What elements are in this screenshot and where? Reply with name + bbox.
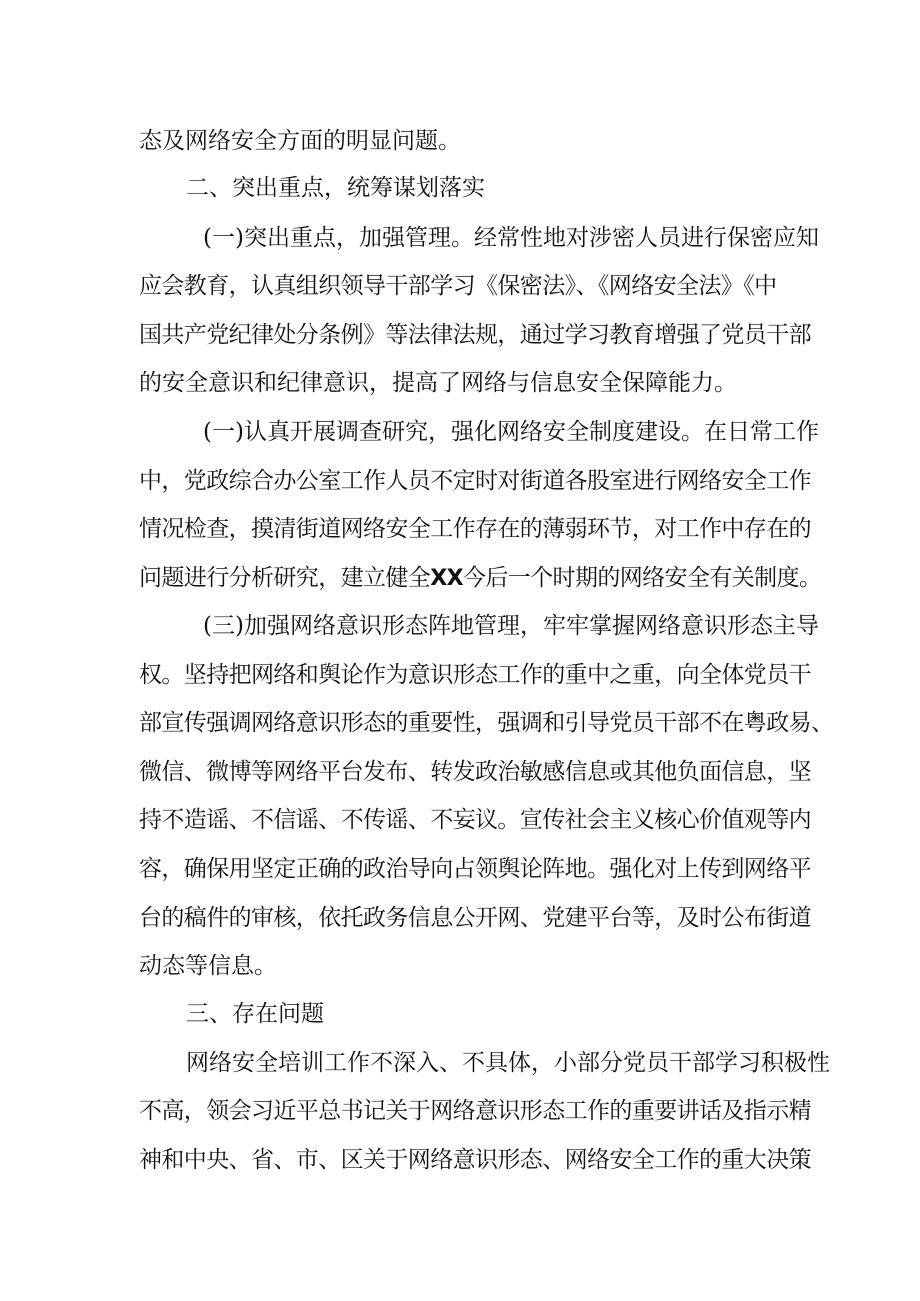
paragraph-line: 国共产党纪律处分条例》等法律法规，通过学习教育增强了党员干部 — [139, 322, 812, 348]
paragraph-line: 中，党政综合办公室工作人员不定时对街道各股室进行网络安全工作 — [139, 468, 812, 494]
paragraph-line: 的安全意识和纪律意识，提高了网络与信息安全保障能力。 — [139, 370, 737, 396]
paragraph-line: 态及网络安全方面的明显问题。 — [139, 128, 461, 154]
paragraph-line: 部宣传强调网络意识形态的重要性，强调和引导党员干部不在粤政易、 — [139, 710, 834, 736]
paragraph-line: 台的稿件的审核，依托政务信息公开网、党建平台等，及时公布街道 — [139, 905, 812, 931]
paragraph-line: (一)认真开展调查研究，强化网络安全制度建设。在日常工作 — [203, 419, 819, 445]
section-heading-2: 二、突出重点，统筹谋划落实 — [186, 175, 485, 201]
paragraph-line: 神和中央、省、市、区关于网络意识形态、网络安全工作的重大决策 — [139, 1147, 812, 1173]
paragraph-line: 情况检查，摸清街道网络安全工作存在的薄弱环节，对工作中存在的 — [139, 516, 812, 542]
paragraph-line: 容，确保用坚定正确的政治导向占领舆论阵地。强化对上传到网络平 — [139, 856, 812, 882]
paragraph-line — [139, 556, 839, 600]
paragraph-line: (一)突出重点，加强管理。经常性地对涉密人员进行保密应知 — [203, 225, 819, 251]
section-heading-3: 三、存在问题 — [186, 1001, 324, 1027]
paragraph-line: 微信、微博等网络平台发布、转发政治敏感信息或其他负面信息，坚 — [139, 759, 812, 785]
paragraph-line: 应会教育，认真组织领导干部学习《保密法》、《网络安全法》《中 — [139, 273, 777, 299]
paragraph-line: 不高，领会习近平总书记关于网络意识形态工作的重要讲话及指示精 — [139, 1098, 812, 1124]
placeholder-text: XX — [430, 566, 463, 591]
paragraph-line: 持不造谣、不信谣、不传谣、不妄议。宣传社会主义核心价值观等内 — [139, 807, 812, 833]
line-text: 问题进行分析研究，建立健全 — [139, 565, 431, 591]
paragraph-line: 动态等信息。 — [139, 953, 277, 979]
paragraph-line: (三)加强网络意识形态阵地管理，牢牢掌握网络意识形态主导 — [203, 613, 819, 639]
line-text: 今后一个时期的网络安全有关制度。 — [462, 565, 822, 591]
paragraph-line: 权。坚持把网络和舆论作为意识形态工作的重中之重，向全体党员干 — [139, 662, 812, 688]
paragraph-line: 网络安全培训工作不深入、不具体，小部分党员干部学习积极性 — [186, 1050, 830, 1076]
